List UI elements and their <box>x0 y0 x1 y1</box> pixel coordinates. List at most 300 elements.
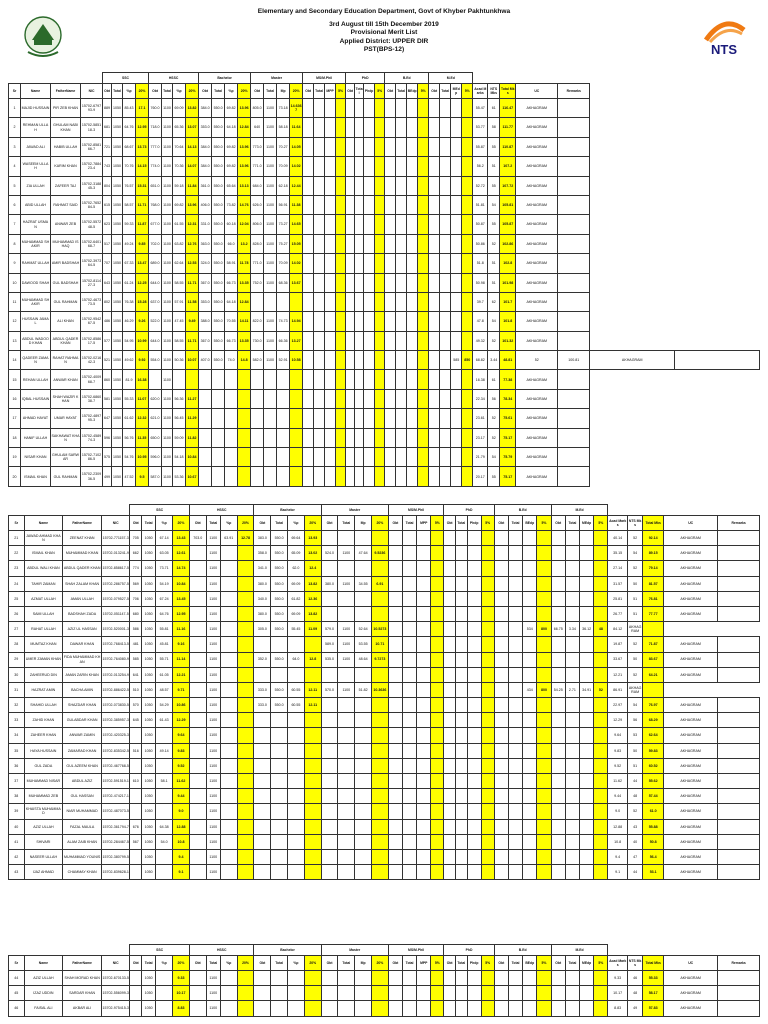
table-cell: 1100 <box>162 428 173 447</box>
group-header-spacer <box>9 505 130 516</box>
table-cell <box>402 819 416 834</box>
table-cell <box>481 713 494 728</box>
group-header-hssc: HSSC <box>189 505 254 516</box>
table-cell <box>189 758 206 773</box>
table-cell: 57.83 <box>643 1001 664 1016</box>
table-cell <box>467 971 481 986</box>
table-cell: TAHIR ZAMAN <box>24 576 63 591</box>
table-cell <box>402 758 416 773</box>
table-cell <box>718 986 760 1001</box>
table-cell <box>580 546 594 561</box>
table-cell: 14.76 <box>238 195 251 214</box>
table-cell: 12.21 <box>173 667 190 682</box>
table-cell: 57.91 <box>173 292 186 311</box>
table-cell <box>451 448 462 467</box>
table-cell: 570 <box>130 698 142 713</box>
table-cell <box>156 789 173 804</box>
table-cell <box>238 467 251 486</box>
table-cell <box>551 774 565 789</box>
table-cell <box>251 409 264 428</box>
table-cell <box>355 834 372 849</box>
table-cell: 14.74 <box>173 561 190 576</box>
table-cell: 13.67 <box>290 273 303 292</box>
table-cell: 13.02 <box>304 546 321 561</box>
table-cell: FAISAL ALI <box>24 1001 63 1016</box>
table-cell: 11.82 <box>186 428 199 447</box>
nts-logo-text: NTS <box>711 42 737 57</box>
table-cell: 49.24 <box>123 234 136 253</box>
table-cell <box>237 698 254 713</box>
table-cell: 61.62 <box>123 409 136 428</box>
table-cell: 12.4 <box>304 561 321 576</box>
table-cell: 11.62 <box>173 774 190 789</box>
table-cell: 13.07 <box>186 118 199 137</box>
table-cell <box>481 561 494 576</box>
table-cell: 689.0 <box>149 254 162 273</box>
table-cell <box>271 1001 288 1016</box>
table-cell: 15702-557248-5 <box>81 215 103 234</box>
table-cell <box>440 234 451 253</box>
table-cell <box>494 622 508 637</box>
table-cell <box>402 637 416 652</box>
table-cell: 12.25 <box>136 273 149 292</box>
table-cell: 48.81 <box>500 351 516 370</box>
table-cell <box>314 157 325 176</box>
table-cell <box>429 409 440 428</box>
table-cell: AKHAGRAM <box>664 606 718 621</box>
table-cell <box>431 758 444 773</box>
table-cell: 73.82 <box>225 195 238 214</box>
group-header-msmphil: MS/M.Phil <box>388 945 444 956</box>
table-cell: SHAZDAR KHAN <box>63 698 102 713</box>
group-header-bed: B.Ed <box>494 945 551 956</box>
table-cell <box>189 561 206 576</box>
table-cell <box>254 819 271 834</box>
table-cell <box>225 370 238 389</box>
table-cell <box>431 698 444 713</box>
table-cell: 567 <box>130 834 142 849</box>
table-cell <box>402 531 416 546</box>
table-cell: GUL ZADA <box>24 758 63 773</box>
column-header: Obt <box>444 516 456 531</box>
table-cell: 44 <box>627 774 643 789</box>
table-cell: 1050 <box>142 637 156 652</box>
table-cell <box>375 331 385 350</box>
table-cell <box>225 389 238 408</box>
table-cell <box>220 789 237 804</box>
table-cell <box>594 728 608 743</box>
table-cell <box>396 254 407 273</box>
table-cell: 27 <box>9 622 25 637</box>
column-header: Mp <box>355 956 372 971</box>
table-cell <box>537 728 551 743</box>
table-cell <box>417 774 431 789</box>
merit-list-page-2 <box>0 940 768 1024</box>
table-cell: AKHAGRAM <box>516 331 558 350</box>
table-cell: 21 <box>9 531 25 546</box>
table-cell <box>407 467 418 486</box>
column-header: NTS Mks <box>488 84 500 99</box>
table-cell <box>467 865 481 880</box>
table-cell <box>189 789 206 804</box>
table-cell: 84.12 <box>608 622 627 637</box>
table-cell <box>375 195 385 214</box>
column-header: %p <box>288 956 305 971</box>
table-cell <box>444 682 456 697</box>
table-row <box>9 804 760 819</box>
table-cell <box>429 234 440 253</box>
table-cell <box>594 819 608 834</box>
table-cell <box>304 849 321 864</box>
table-cell: 12.84 <box>238 292 251 311</box>
table-cell <box>303 234 314 253</box>
table-row <box>9 292 760 311</box>
table-cell: ISMAIL KHAN <box>24 546 63 561</box>
table-cell <box>402 1001 416 1016</box>
table-cell <box>396 428 407 447</box>
table-cell <box>537 546 551 561</box>
table-cell <box>431 774 444 789</box>
table-cell <box>407 176 418 195</box>
table-cell: 11.29 <box>186 409 199 428</box>
table-cell <box>220 986 237 1001</box>
table-cell: MUMTAZ KHAN <box>24 637 63 652</box>
table-cell <box>271 804 288 819</box>
table-cell <box>407 254 418 273</box>
table-cell <box>388 834 402 849</box>
table-cell: 55 <box>488 137 500 156</box>
table-cell <box>321 667 338 682</box>
table-cell <box>431 637 444 652</box>
table-cell: 39 <box>9 804 25 819</box>
table-cell <box>277 448 290 467</box>
table-cell <box>237 865 254 880</box>
table-cell: 86.91 <box>608 682 627 697</box>
table-cell: 9.92 <box>136 351 149 370</box>
table-cell: 1100 <box>206 986 220 1001</box>
table-cell <box>594 698 608 713</box>
table-cell <box>355 273 364 292</box>
table-cell <box>537 774 551 789</box>
table-cell <box>304 789 321 804</box>
column-header: Obt <box>254 516 271 531</box>
table-cell <box>189 576 206 591</box>
table-cell: 25 <box>9 591 25 606</box>
table-cell <box>288 758 305 773</box>
table-cell: 50.86 <box>473 234 488 253</box>
table-cell <box>130 728 142 743</box>
column-header: %p <box>225 84 238 99</box>
table-cell: 40.14 <box>608 531 627 546</box>
column-header: 20% <box>304 956 321 971</box>
table-cell: 684.0 <box>251 176 264 195</box>
table-cell: AKHAGRAM <box>664 728 718 743</box>
table-row <box>9 254 760 273</box>
table-cell <box>467 1001 481 1016</box>
table-row <box>9 351 760 370</box>
table-cell <box>455 758 467 773</box>
table-cell: AKHAGRAM <box>516 234 558 253</box>
table-cell: 10.8 <box>608 834 627 849</box>
table-cell <box>481 758 494 773</box>
table-cell <box>220 591 237 606</box>
table-cell <box>321 971 338 986</box>
table-cell: AKHAGRAM <box>516 215 558 234</box>
table-cell <box>481 819 494 834</box>
table-cell <box>220 743 237 758</box>
table-cell <box>325 254 336 273</box>
table-cell: 577 <box>103 331 112 350</box>
table-cell: AKHAGRAM <box>627 682 643 697</box>
table-cell: 7 <box>9 215 21 234</box>
table-row <box>9 428 760 447</box>
table-cell <box>385 351 396 370</box>
table-cell: AZIZ ULLAH <box>24 971 63 986</box>
table-cell: 626.0 <box>251 195 264 214</box>
table-cell <box>321 743 338 758</box>
table-cell: 1050 <box>112 409 123 428</box>
table-cell <box>346 312 355 331</box>
table-cell <box>444 774 456 789</box>
table-cell: 36 <box>9 758 25 773</box>
table-cell <box>325 467 336 486</box>
table-cell <box>220 849 237 864</box>
table-cell <box>440 195 451 214</box>
table-cell: 56 <box>627 713 643 728</box>
table-cell: 60.55 <box>288 698 305 713</box>
table-cell: 53.55 <box>355 637 372 652</box>
table-cell: 15702-051147-5 <box>102 606 130 621</box>
table-cell: 703.0 <box>189 531 206 546</box>
table-cell <box>371 986 388 1001</box>
table-cell <box>371 819 388 834</box>
table-cell <box>551 865 565 880</box>
table-cell: 52.91 <box>277 351 290 370</box>
column-header: Total <box>455 516 467 531</box>
table-cell <box>429 351 440 370</box>
table-cell: 111.77 <box>500 118 516 137</box>
table-cell <box>220 834 237 849</box>
table-cell: 1050 <box>112 234 123 253</box>
table-cell <box>565 1001 579 1016</box>
column-header: Obt <box>251 84 264 99</box>
column-header: Total <box>402 516 416 531</box>
table-cell <box>385 409 396 428</box>
table-cell: IJAZ AHMAD <box>24 865 63 880</box>
table-cell: 13 <box>9 331 21 350</box>
table-cell: 49.32 <box>473 331 488 350</box>
table-cell: 54 <box>627 698 643 713</box>
table-cell <box>451 137 462 156</box>
table-cell <box>462 176 473 195</box>
table-cell <box>304 758 321 773</box>
table-cell: 15702-400968-7 <box>81 370 103 389</box>
table-cell <box>271 865 288 880</box>
table-cell: 26 <box>9 606 25 621</box>
table-cell: 13.96 <box>186 195 199 214</box>
table-cell <box>277 292 290 311</box>
table-cell <box>431 546 444 561</box>
table-cell: 55.47 <box>473 99 488 118</box>
table-cell <box>199 448 212 467</box>
table-cell <box>156 728 173 743</box>
table-cell: 768.0 <box>149 195 162 214</box>
table-cell: AKHAGRAM <box>516 157 558 176</box>
column-header: Remarks <box>718 516 760 531</box>
table-cell <box>364 409 375 428</box>
table-cell <box>355 448 364 467</box>
table-cell <box>314 195 325 214</box>
table-cell: 15702-397364-5 <box>81 254 103 273</box>
table-cell <box>304 728 321 743</box>
table-cell <box>494 971 508 986</box>
table-cell: 535.0 <box>321 652 338 667</box>
table-cell <box>375 351 385 370</box>
table-row <box>9 409 760 428</box>
table-cell: 54 <box>488 195 500 214</box>
table-cell: SHAHID ULLAH <box>24 698 63 713</box>
table-cell <box>199 370 212 389</box>
table-cell: 662 <box>130 546 142 561</box>
table-cell: 61.24 <box>123 273 136 292</box>
table-cell <box>251 292 264 311</box>
table-cell <box>288 819 305 834</box>
table-cell <box>551 743 565 758</box>
table-cell <box>481 865 494 880</box>
table-cell: 100.81 <box>558 351 590 370</box>
table-cell: 11.71 <box>136 195 149 214</box>
table-cell <box>375 234 385 253</box>
table-cell <box>199 409 212 428</box>
table-cell <box>451 234 462 253</box>
table-cell <box>271 758 288 773</box>
table-cell <box>321 804 338 819</box>
table-cell: 12.11 <box>304 682 321 697</box>
table-cell <box>417 531 431 546</box>
table-cell <box>388 652 402 667</box>
table-cell <box>189 865 206 880</box>
table-cell <box>508 546 522 561</box>
column-header: BEdp <box>523 516 537 531</box>
table-cell: 23.17 <box>473 428 488 447</box>
table-cell: 550.0 <box>212 157 225 176</box>
table-cell <box>594 652 608 667</box>
table-cell <box>537 849 551 864</box>
table-cell: AKHAGRAM <box>664 1001 718 1016</box>
table-cell <box>254 849 271 864</box>
table-cell: 13.45 <box>173 591 190 606</box>
table-cell <box>451 215 462 234</box>
table-cell <box>346 428 355 447</box>
table-cell <box>451 467 462 486</box>
table-cell <box>288 971 305 986</box>
table-cell: 550.0 <box>212 254 225 273</box>
table-cell: 61.43 <box>156 713 173 728</box>
table-cell: 59.18 <box>173 176 186 195</box>
table-cell: 9.26 <box>136 312 149 331</box>
table-cell <box>565 819 579 834</box>
table-cell <box>481 531 494 546</box>
table-cell <box>338 531 355 546</box>
table-cell <box>537 758 551 773</box>
table-cell: 9.7273 <box>371 652 388 667</box>
table-cell <box>314 176 325 195</box>
table-cell <box>325 176 336 195</box>
column-header: Obt <box>189 956 206 971</box>
table-cell <box>220 698 237 713</box>
table-cell <box>462 292 473 311</box>
group-header-bed: B.Ed <box>385 73 429 84</box>
table-cell <box>336 273 346 292</box>
table-cell: UMAR HAYAT <box>51 409 81 428</box>
table-cell <box>199 428 212 447</box>
table-cell: 721 <box>103 137 112 156</box>
table-cell <box>304 713 321 728</box>
table-cell <box>444 606 456 621</box>
table-cell: 1100 <box>206 622 220 637</box>
table-cell <box>364 254 375 273</box>
table-cell: 43 <box>627 819 643 834</box>
column-header: %p <box>156 956 173 971</box>
table-cell: 380.0 <box>254 576 271 591</box>
table-cell <box>508 622 522 637</box>
table-cell: 15702-079527-5 <box>102 591 130 606</box>
table-cell <box>237 622 254 637</box>
table-cell <box>494 774 508 789</box>
table-cell: ZAMARAD KHAN <box>63 743 102 758</box>
table-cell: 20.17 <box>473 467 488 486</box>
table-cell: 61.82 <box>288 591 305 606</box>
table-cell <box>431 728 444 743</box>
table-cell: 1100 <box>206 834 220 849</box>
table-cell <box>355 531 372 546</box>
table-cell <box>288 986 305 1001</box>
table-cell: 68.67 <box>123 137 136 156</box>
table-cell: UMER ZAMAN KHAN <box>24 652 63 667</box>
table-cell <box>718 804 760 819</box>
table-cell: ZEENAT KHAN <box>63 531 102 546</box>
table-cell: 11.14 <box>173 652 190 667</box>
table-cell <box>402 591 416 606</box>
table-row <box>9 448 760 467</box>
table-cell: 38 <box>9 789 25 804</box>
table-cell <box>417 682 431 697</box>
table-cell: 53.36 <box>173 467 186 486</box>
table-cell <box>338 986 355 1001</box>
table-cell: 75.79 <box>500 448 516 467</box>
table-cell <box>189 804 206 819</box>
table-cell <box>407 234 418 253</box>
table-cell <box>494 804 508 819</box>
table-cell <box>304 637 321 652</box>
table-cell <box>440 351 451 370</box>
table-cell <box>303 118 314 137</box>
table-cell <box>455 682 467 697</box>
table-cell: 1100 <box>264 215 277 234</box>
table-cell <box>336 389 346 408</box>
table-cell: 14 <box>9 351 21 370</box>
table-cell <box>385 157 396 176</box>
table-cell <box>537 743 551 758</box>
table-cell: 10.84 <box>173 576 190 591</box>
table-cell <box>429 312 440 331</box>
table-cell: 59.83 <box>643 743 664 758</box>
table-cell: 56.91 <box>277 195 290 214</box>
table-cell <box>254 804 271 819</box>
table-cell <box>417 622 431 637</box>
table-cell <box>288 667 305 682</box>
table-cell <box>173 370 186 389</box>
